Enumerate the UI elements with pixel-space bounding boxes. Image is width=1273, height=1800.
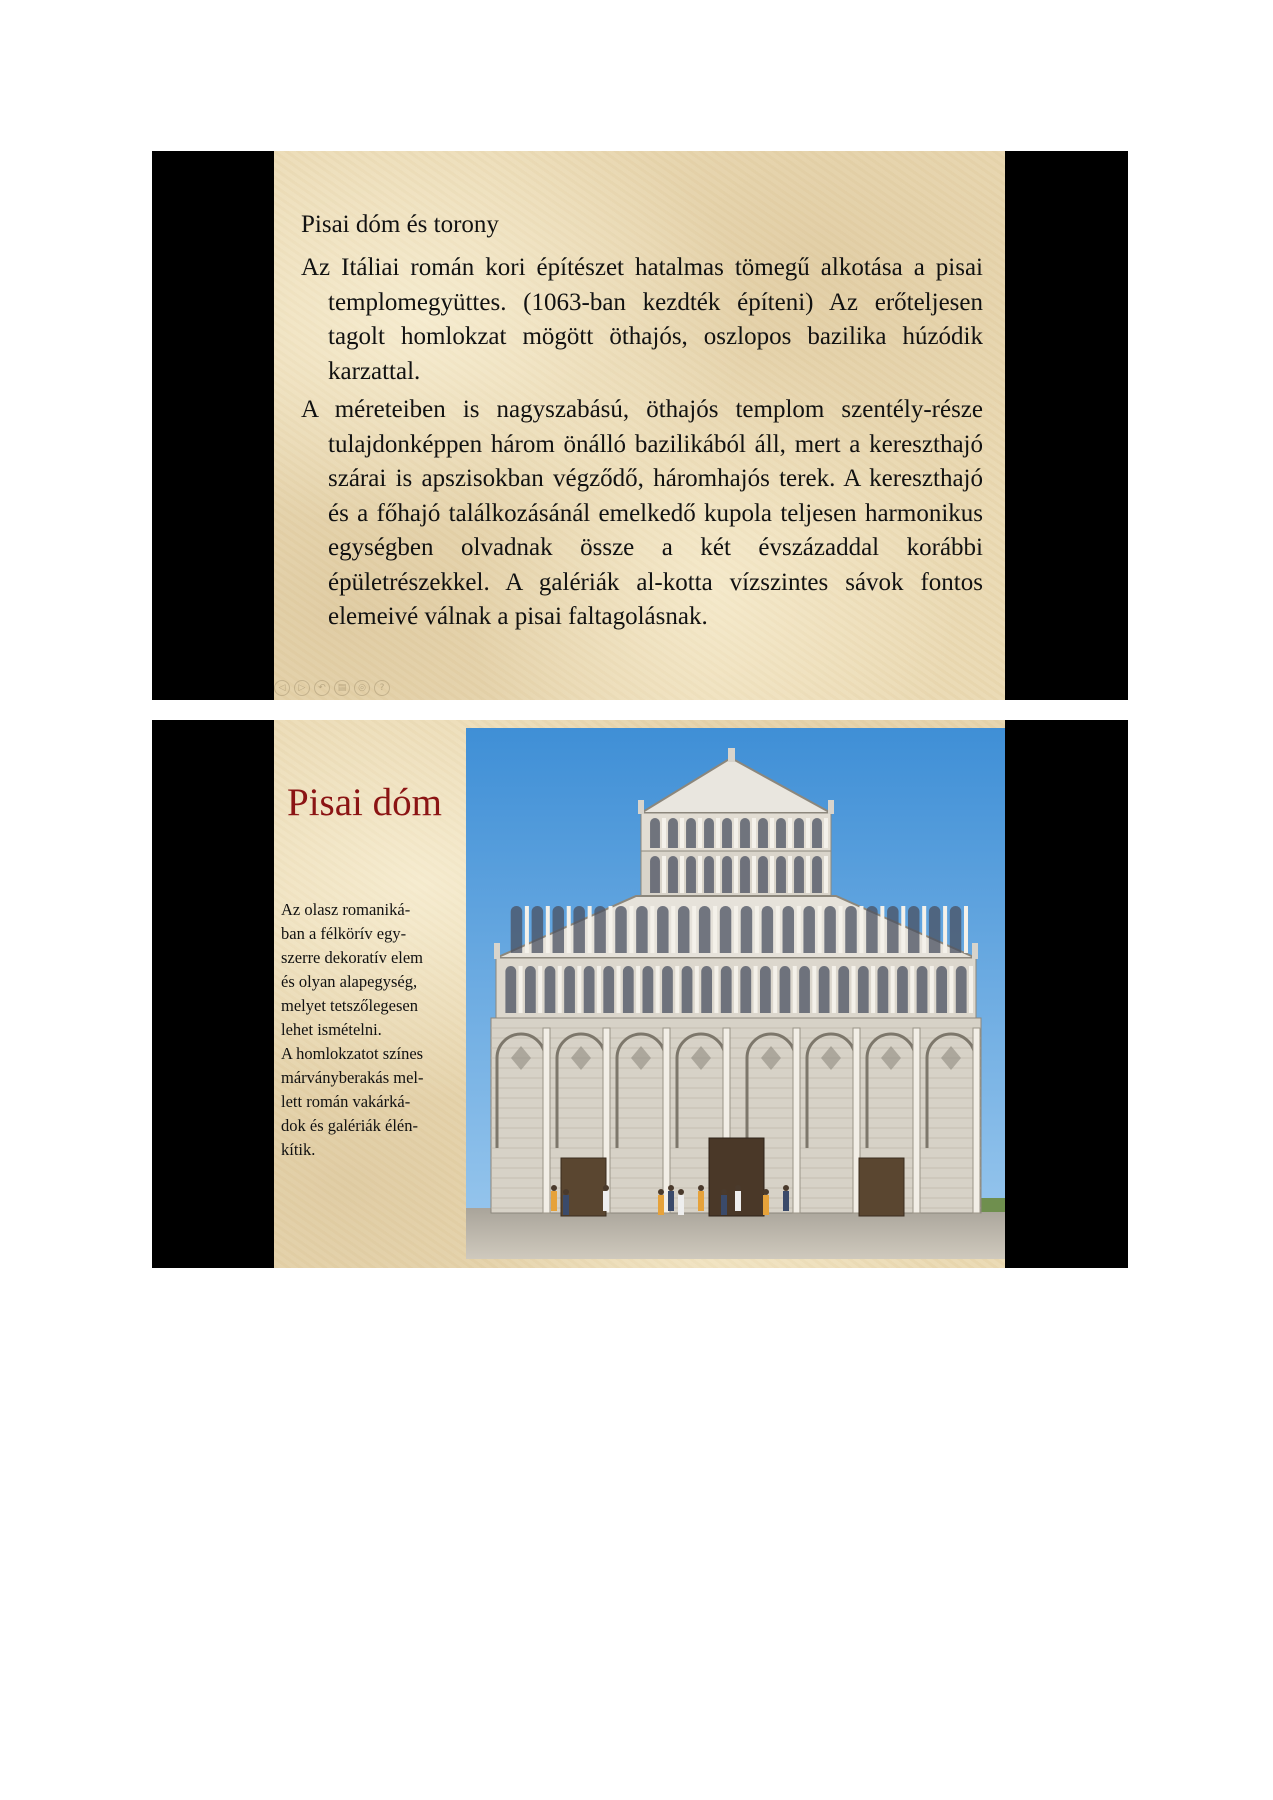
menu-icon[interactable]: ▤ bbox=[334, 680, 350, 696]
slide-1 bbox=[152, 151, 1128, 700]
slide-1-title: Pisai dóm és torony bbox=[301, 211, 499, 238]
text-line: dok és galériák élén- bbox=[281, 1116, 418, 1135]
text-line: Az olasz romaniká- bbox=[281, 900, 411, 919]
text-line: és olyan alapegység, bbox=[281, 972, 418, 991]
previous-icon[interactable]: ◁ bbox=[274, 680, 290, 696]
slide-2-title: Pisai dóm bbox=[287, 781, 442, 824]
text-line: A homlokzatot színes bbox=[281, 1044, 424, 1063]
text-line: lehet ismételni. bbox=[281, 1020, 382, 1039]
text-line: ban a félkörív egy- bbox=[281, 924, 407, 943]
return-icon[interactable]: ↶ bbox=[314, 680, 330, 696]
slide-2-parchment bbox=[274, 720, 1005, 1268]
slide-controls bbox=[274, 680, 390, 696]
slide-1-parchment bbox=[274, 151, 1005, 700]
cathedral-facade-image bbox=[466, 728, 1005, 1259]
slide-2 bbox=[152, 720, 1128, 1268]
slide-1-paragraph-2: A méreteiben is nagyszabású, öthajós templom szentély-része tulajdonképpen három önálló bazilikából áll, mert a kereszthajó szárai is apszisokban végződő, háromhajós terek. A kereszthajó és a főhajó találkozásánál emelkedő kupola teljesen harmonikus egységben olvadnak össze a két évszázaddal korábbi épületrészekkel. A galériák al-kotta vízszintes sávok fontos elemeivé válnak a pisai faltagolásnak. bbox=[301, 396, 983, 630]
text-line: márványberakás mel- bbox=[281, 1068, 424, 1087]
slide-1-paragraph-1: Az Itáliai román kori építészet hatalmas tömegű alkotása a pisai templomegyüttes. (1063-ban kezdték építeni) Az erőteljesen tagolt homlokzat mögött öthajós, oszlopos bazilika húzódik karzattal. bbox=[301, 254, 983, 385]
slide-2-text bbox=[281, 898, 458, 1162]
text-line: szerre dekoratív elem bbox=[281, 948, 424, 967]
cathedral-photo bbox=[466, 728, 1005, 1259]
next-icon[interactable]: ▷ bbox=[294, 680, 310, 696]
pen-icon[interactable]: ◎ bbox=[354, 680, 370, 696]
text-line: melyet tetszőlegesen bbox=[281, 996, 418, 1015]
text-line: kítik. bbox=[281, 1140, 316, 1159]
text-line: lett román vakárká- bbox=[281, 1092, 411, 1111]
help-icon[interactable]: ? bbox=[374, 680, 390, 696]
